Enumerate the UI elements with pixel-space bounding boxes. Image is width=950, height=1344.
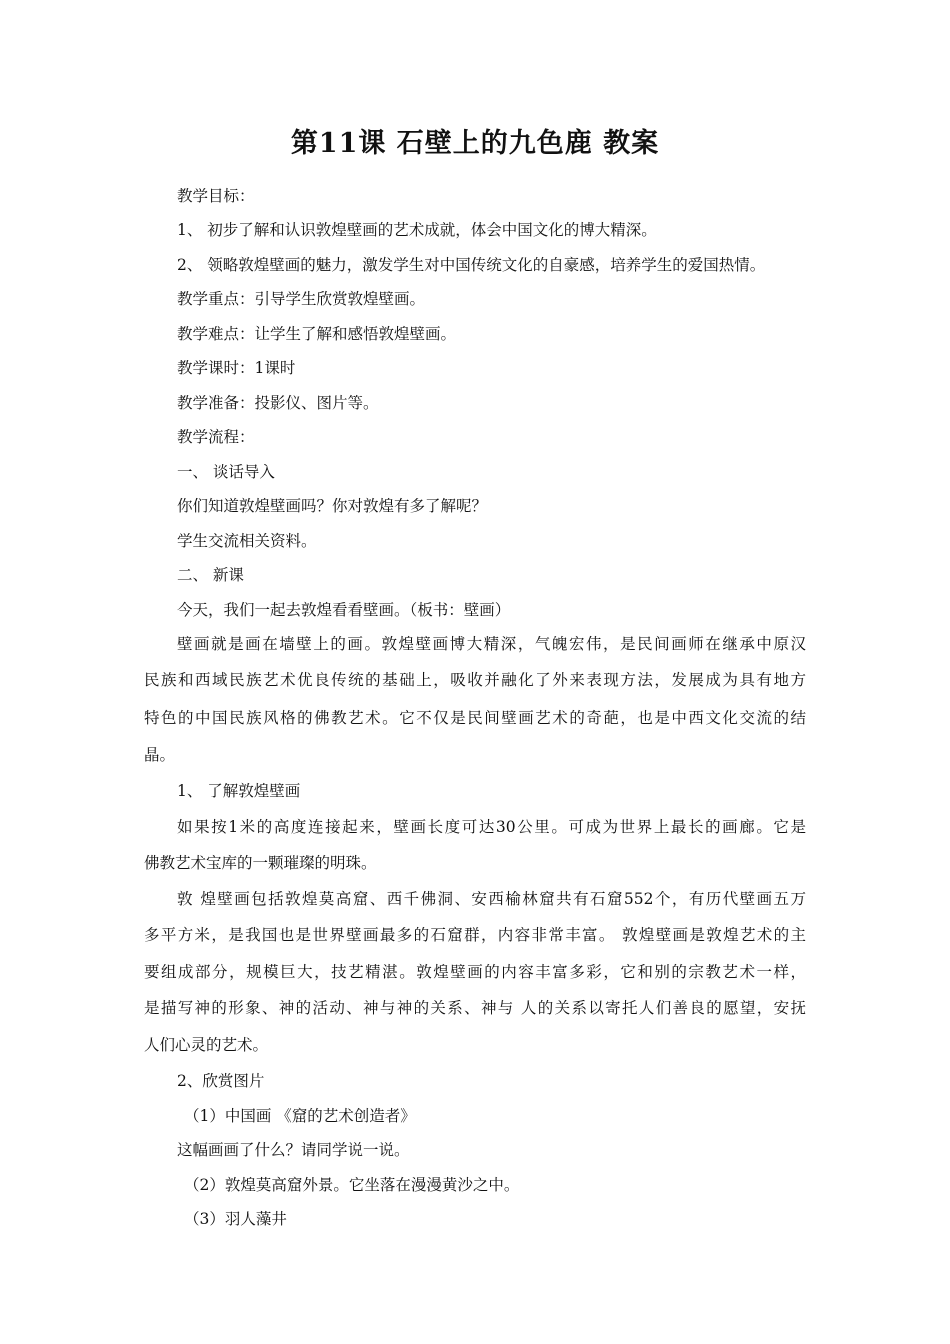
list-item: 这幅画画了什么？请同学说一说。 [177, 1141, 410, 1159]
paragraph-line: 要组成部分，规模巨大，技艺精湛。敦煌壁画的内容丰富多彩，它和别的宗教艺术一样， [144, 963, 806, 981]
text-line: 二、 新课 [177, 566, 244, 584]
paragraph-line: 多平方米，是我国也是世界壁画最多的石窟群，内容非常丰富。 敦煌壁画是敦煌艺术的主 [144, 926, 806, 944]
paragraph-line: 敦 煌壁画包括敦煌莫高窟、西千佛洞、安西榆林窟共有石窟552个，有历代壁画五万 [177, 890, 806, 908]
paragraph-line: 壁画就是画在墙壁上的画。敦煌壁画博大精深，气魄宏伟，是民间画师在继承中原汉 [177, 635, 806, 653]
paragraph-line: 特色的中国民族风格的佛教艺术。它不仅是民间壁画艺术的奇葩，也是中西文化交流的结 [144, 709, 806, 727]
paragraph-line: 是描写神的形象、神的活动、神与神的关系、神与 人的关系以寄托人们善良的愿望，安抚 [144, 999, 806, 1017]
paragraph-line: 晶。 [144, 746, 176, 764]
paragraph-line: 民族和西域民族艺术优良传统的基础上，吸收并融化了外来表现方法，发展成为具有地方 [144, 671, 806, 689]
text-line: 学生交流相关资料。 [177, 532, 317, 550]
list-item: （2）敦煌莫高窟外景。它坐落在漫漫黄沙之中。 [184, 1176, 520, 1194]
text-line: 教学流程： [177, 428, 255, 446]
paragraph-line: 人们心灵的艺术。 [144, 1036, 269, 1054]
paragraph-line: 佛教艺术宝库的一颗璀璨的明珠。 [144, 854, 377, 872]
document-title: 第11课 石壁上的九色鹿 教案 [290, 128, 660, 159]
text-line: 教学课时：1课时 [177, 359, 296, 377]
text-line: 1、 初步了解和认识敦煌壁画的艺术成就，体会中国文化的博大精深。 [177, 221, 657, 239]
text-line: 你们知道敦煌壁画吗？你对敦煌有多了解呢？ [177, 497, 488, 515]
text-line: 教学重点：引导学生欣赏敦煌壁画。 [177, 290, 426, 308]
text-line: 教学难点：让学生了解和感悟敦煌壁画。 [177, 325, 457, 343]
text-line: 2、 领略敦煌壁画的魅力，激发学生对中国传统文化的自豪感，培养学生的爱国热情。 [177, 256, 766, 274]
text-line: 教学准备：投影仪、图片等。 [177, 394, 379, 412]
section-heading: 2、欣赏图片 [177, 1072, 265, 1090]
section-heading: 1、 了解敦煌壁画 [177, 782, 301, 800]
text-line: 今天，我们一起去敦煌看看壁画。（板书：壁画） [177, 601, 511, 619]
text-line: 教学目标： [177, 187, 255, 205]
list-item: （1）中国画 《窟的艺术创造者》 [184, 1107, 416, 1125]
paragraph-line: 如果按1米的高度连接起来，壁画长度可达30公里。可成为世界上最长的画廊。它是 [177, 818, 806, 836]
list-item: （3）羽人藻井 [184, 1210, 287, 1228]
text-line: 一、 谈话导入 [177, 463, 275, 481]
